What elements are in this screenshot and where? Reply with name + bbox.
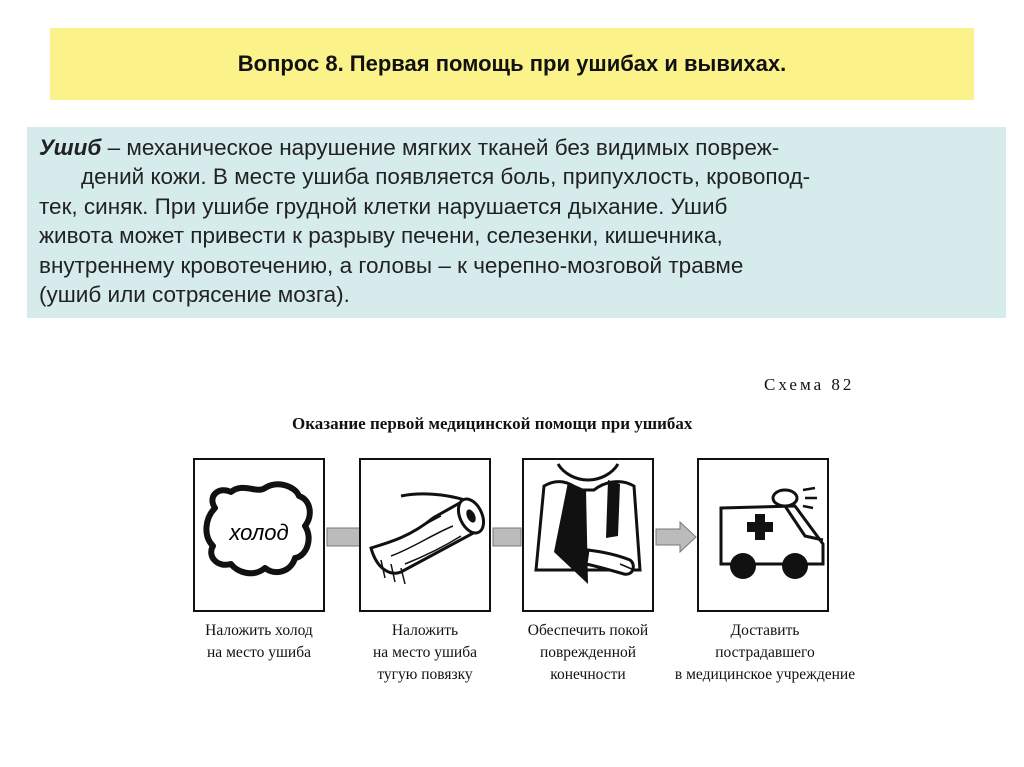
scheme-title: Оказание первой медицинской помощи при ушибах (292, 414, 693, 433)
step-panel-sling (522, 458, 654, 612)
definition-line-2: дений кожи. В месте ушиба появляется боль, припухлость, кровопод- (81, 164, 811, 190)
step-panel-ambulance (697, 458, 829, 612)
arm-sling-icon (524, 460, 652, 610)
definition-line-4: живота может привести к разрыву печени, селезенки, кишечника, (39, 223, 723, 249)
flow-arrow-1 (325, 520, 363, 559)
step-panel-bandage (359, 458, 491, 612)
cold-pack-icon (195, 460, 323, 610)
ambulance-icon (699, 460, 827, 610)
definition-line-1: Ушиб – механическое нарушение мягких тканей без видимых повреж- (39, 135, 780, 160)
step-panel-cold (193, 458, 325, 612)
cold-pack-label: холод (229, 520, 289, 545)
step-caption-3: Обеспечить покой поврежденной конечности (527, 622, 649, 683)
step-caption-1: Наложить холод на место ушиба (205, 622, 313, 661)
definition-term: Ушиб (39, 135, 102, 160)
bandage-roll-icon (361, 460, 489, 610)
title-banner (50, 28, 974, 100)
definition-line-6: (ушиб или сотрясение мозга). (39, 282, 350, 308)
page-title: Вопрос 8. Первая помощь при ушибах и вывихах. (237, 51, 787, 76)
flow-arrow-2 (491, 520, 523, 559)
step-caption-4: Доставить пострадавшего в медицинское учреждение (674, 622, 856, 683)
definition-box (27, 127, 1006, 318)
step-caption-2: Наложить на место ушиба тугую повязку (373, 622, 477, 683)
flow-arrow-3 (654, 520, 698, 559)
scheme-label: Схема 82 (764, 375, 855, 394)
definition-line-3: тек, синяк. При ушибе грудной клетки нарушается дыхание. Ушиб (39, 193, 728, 219)
definition-line-5: внутреннему кровотечению, а головы – к черепно-мозговой травме (39, 252, 744, 278)
